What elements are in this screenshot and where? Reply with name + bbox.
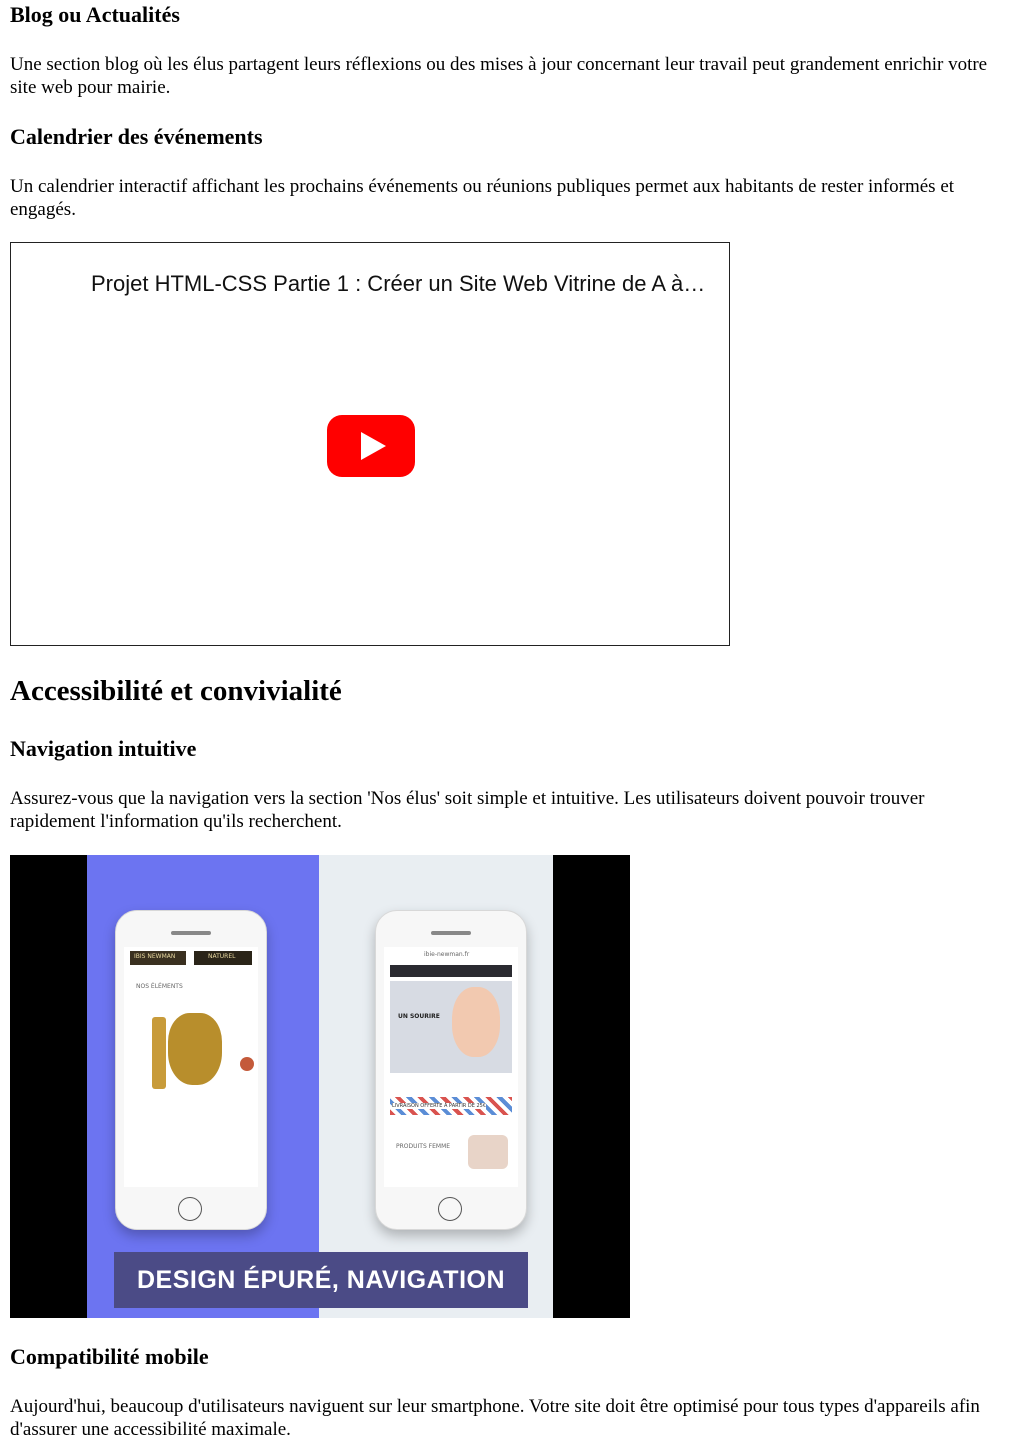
blog-paragraph: Une section blog où les élus partagent leurs réflexions ou des mises à jour concernant leur travail peut grandement enrichir votre site web pour mairie. bbox=[10, 54, 988, 98]
promo-caption: DESIGN ÉPURÉ, NAVIGATION bbox=[114, 1252, 528, 1308]
phone-left-tab-1: IBIS NEWMAN bbox=[134, 953, 176, 960]
phone-home-button bbox=[438, 1197, 462, 1221]
phone-right-category: PRODUITS FEMME bbox=[396, 1143, 451, 1150]
video-title[interactable]: Projet HTML-CSS Partie 1 : Créer un Site Web Vitrine de A à… bbox=[91, 271, 706, 296]
phone-speaker bbox=[171, 931, 211, 935]
mobile-heading: Compatibilité mobile bbox=[10, 1344, 209, 1369]
mobile-paragraph: Aujourd'hui, beaucoup d'utilisateurs naviguent sur leur smartphone. Votre site doit être optimisé pour tous types d'appareils afin d'assurer une accessibilité maximale. bbox=[10, 1396, 980, 1440]
phone-screen-left bbox=[124, 947, 258, 1187]
calendar-heading: Calendrier des événements bbox=[10, 124, 263, 149]
navigation-heading: Navigation intuitive bbox=[10, 736, 197, 761]
phone-mockup-right bbox=[375, 910, 527, 1230]
phone-right-url: ibie-newman.fr bbox=[424, 951, 470, 958]
phone-right-promo: UN SOURIRE bbox=[398, 1013, 440, 1020]
video-embed[interactable] bbox=[10, 242, 730, 646]
phone-mockup-left bbox=[115, 910, 267, 1230]
youtube-play-icon[interactable] bbox=[327, 415, 415, 477]
phone-left-tab-2: NATUREL bbox=[208, 953, 236, 960]
phone-speaker bbox=[431, 931, 471, 935]
navigation-paragraph: Assurez-vous que la navigation vers la section 'Nos élus' soit simple et intuitive. Les utilisateurs doivent pouvoir trouver rapidement l'information qu'ils recherchent. bbox=[10, 788, 925, 832]
phone-home-button bbox=[178, 1197, 202, 1221]
phone-screen-right bbox=[384, 947, 518, 1187]
calendar-paragraph: Un calendrier interactif affichant les prochains événements ou réunions publiques permet aux habitants de rester informés et engagés. bbox=[10, 176, 955, 220]
blog-heading: Blog ou Actualités bbox=[10, 2, 180, 27]
phone-right-banner: LIVRAISON OFFERTE À PARTIR DE 25€ bbox=[392, 1103, 487, 1109]
phone-left-section: NOS ÉLÉMENTS bbox=[136, 983, 183, 990]
promo-image bbox=[10, 855, 630, 1318]
accessibility-heading: Accessibilité et convivialité bbox=[10, 675, 342, 707]
